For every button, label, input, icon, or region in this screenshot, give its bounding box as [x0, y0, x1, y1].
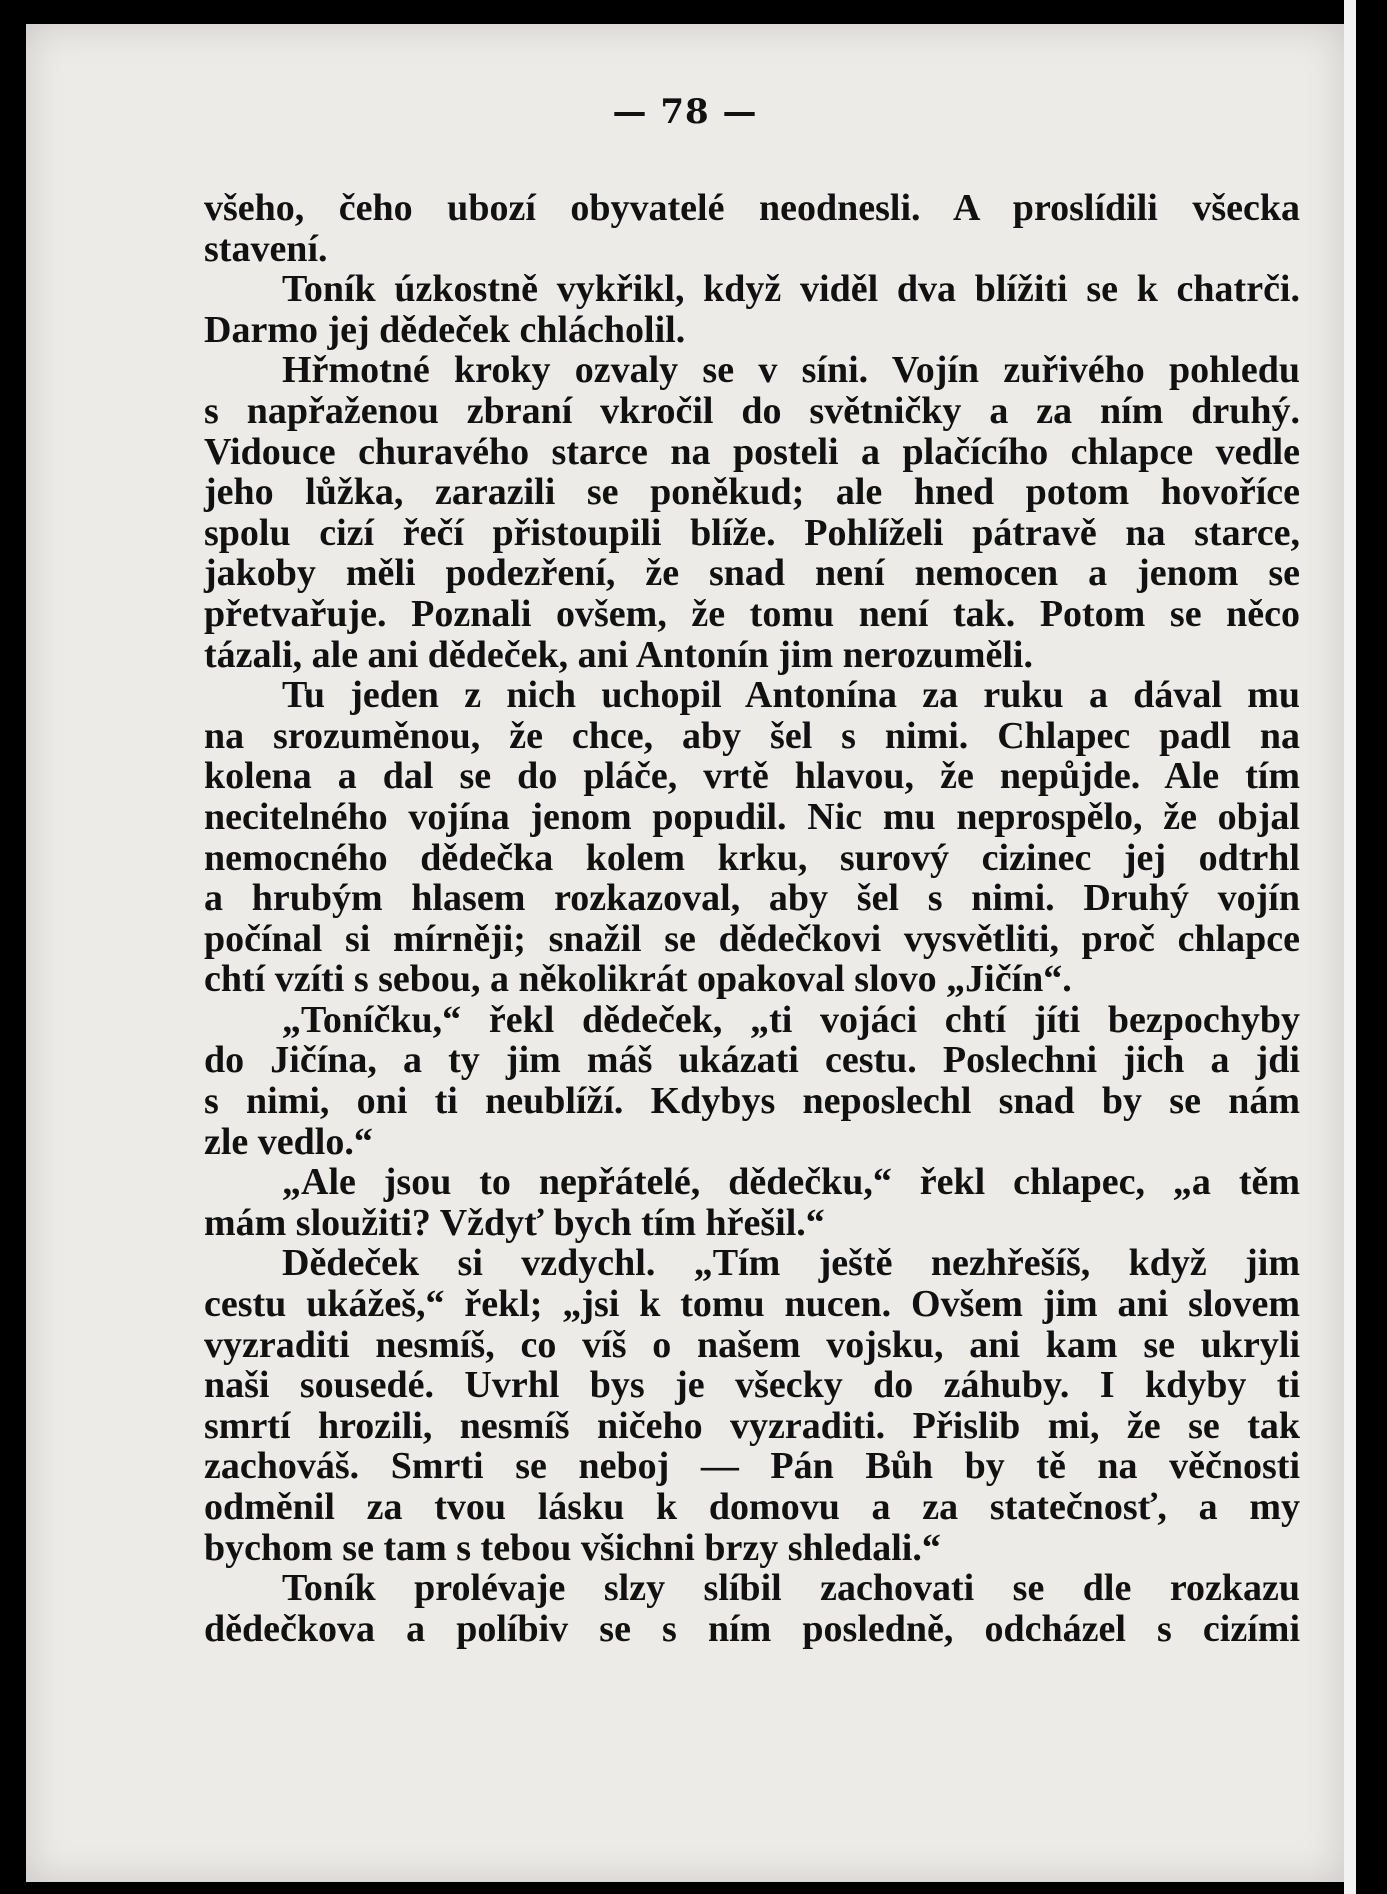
text-line: Tu jeden z nich uchopil Antonína za ruku a dával mu	[282, 674, 1300, 717]
text-line: Dědeček si vzdychl. „Tím ještě nezhřešíš, když jim	[282, 1242, 1300, 1285]
text-line: jakoby měli podezření, že snad není nemocen a jenom se	[204, 552, 1300, 595]
text-line: a hrubým hlasem rozkazoval, aby šel s nimi. Druhý vojín	[204, 877, 1300, 920]
text-line: chtí vzíti s sebou, a několikrát opakoval slovo „Jičín“.	[204, 958, 1072, 1001]
text-line: necitelného vojína jenom popudil. Nic mu neprospělo, že objal	[204, 795, 1300, 838]
text-line: zachováš. Smrti se neboj — Pán Bůh by tě na věčnosti	[204, 1445, 1300, 1488]
text-line: naši sousedé. Uvrhl bys je všecky do záhuby. I kdyby ti	[204, 1364, 1300, 1407]
text-line: „Toníčku,“ řekl dědeček, „ti vojáci chtí jíti bezpochyby	[282, 998, 1300, 1041]
text-line: nemocného dědečka kolem krku, surový cizinec jej odtrhl	[204, 836, 1300, 879]
text-line: odměnil za tvou lásku k domovu a za statečnosť, a my	[204, 1486, 1300, 1528]
text-line: tázali, ale ani dědeček, ani Antonín jim nerozuměli.	[204, 633, 1033, 676]
text-line: všeho, čeho ubozí obyvatelé neodnesli. A proslídili všecka	[204, 187, 1300, 229]
book-page	[26, 24, 1344, 1882]
text-line: smrtí hrozili, nesmíš ničeho vyzraditi. Přislib mi, že se tak	[204, 1404, 1300, 1447]
text-line: Hřmotné kroky ozvaly se v síni. Vojín zuřivého pohledu	[282, 349, 1300, 392]
text-line: vyzraditi nesmíš, co víš o našem vojsku, ani kam se ukryli	[204, 1323, 1300, 1366]
text-line: Vidouce churavého starce na posteli a plačícího chlapce vedle	[204, 430, 1300, 473]
text-line: spolu cizí řečí přistoupili blíže. Pohlíželi pátravě na starce,	[204, 511, 1300, 554]
text-line: dědečkova a políbiv se s ním posledně, odcházel s cizími	[204, 1607, 1300, 1650]
text-line: kolena a dal se do pláče, vrtě hlavou, že nepůjde. Ale tím	[204, 755, 1300, 798]
text-line: do Jičína, a ty jim máš ukázati cestu. Poslechni jich a jdi	[204, 1039, 1300, 1082]
text-line: mám sloužiti? Vždyť bych tím hřešil.“	[204, 1201, 825, 1244]
text-line: cestu ukážeš,“ řekl; „jsi k tomu nucen. Ovšem jim ani slovem	[204, 1283, 1300, 1326]
text-line: přetvařuje. Poznali ovšem, že tomu není tak. Potom se něco	[204, 592, 1300, 635]
text-line: Darmo jej dědeček chlácholil.	[204, 308, 686, 351]
page-text	[204, 188, 1300, 1649]
text-line: „Ale jsou to nepřátelé, dědečku,“ řekl chlapec, „a těm	[282, 1161, 1300, 1204]
text-line: na srozuměnou, že chce, aby šel s nimi. Chlapec padl na	[204, 714, 1300, 757]
text-line: bychom se tam s tebou všichni brzy shledali.“	[204, 1526, 941, 1569]
page-edge	[1344, 0, 1356, 1894]
text-line: zle vedlo.“	[204, 1120, 373, 1163]
text-line: stavení.	[204, 227, 328, 270]
text-line: počínal si mírněji; snažil se dědečkovi vysvětliti, proč chlapce	[204, 917, 1300, 960]
text-line: s nimi, oni ti neublíží. Kdybys neposlechl snad by se nám	[204, 1080, 1300, 1123]
text-line: Toník úzkostně vykřikl, když viděl dva blížiti se k chatrči.	[282, 268, 1300, 311]
text-line: jeho lůžka, zarazili se poněkud; ale hned potom hovoříce	[204, 471, 1300, 514]
page-number: — 78 —	[612, 92, 758, 132]
text-line: Toník prolévaje slzy slíbil zachovati se dle rozkazu	[282, 1567, 1300, 1610]
text-line: s napřaženou zbraní vkročil do světničky a za ním druhý.	[204, 389, 1300, 432]
